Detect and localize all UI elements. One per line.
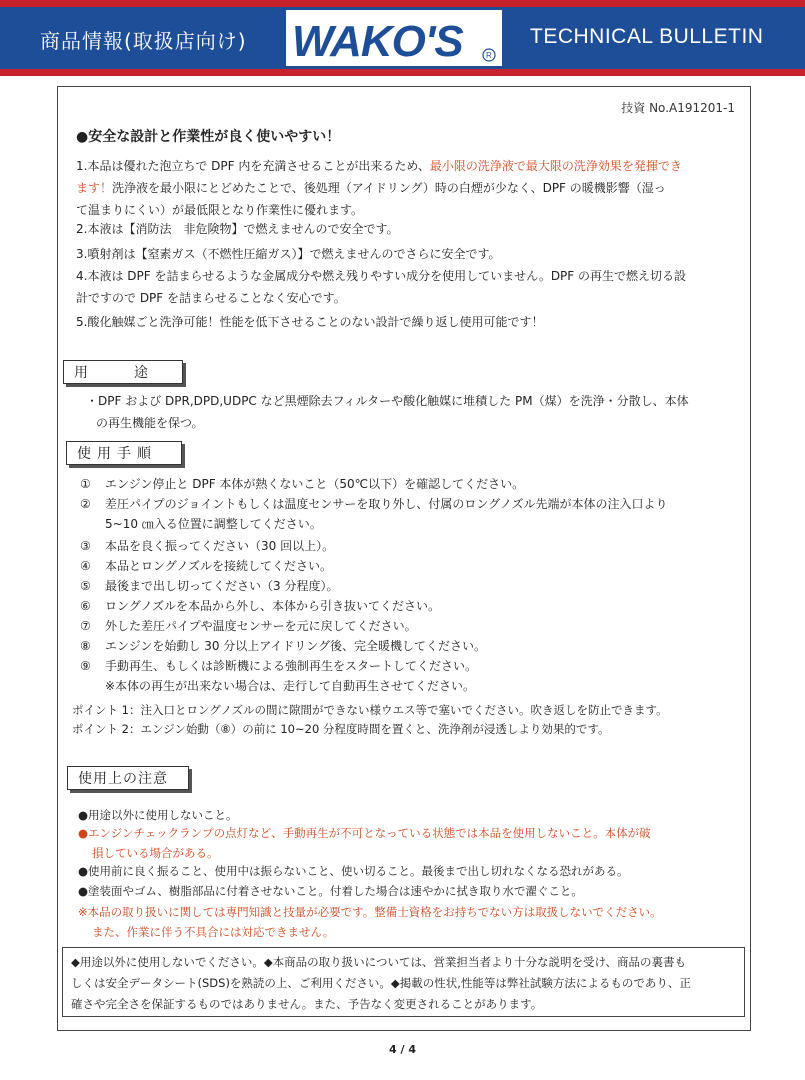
procedure-step: 5~10 ㎝入る位置に調整してください。 (105, 517, 322, 531)
procedure-step: ① エンジン停止と DPF 本体が熱くないこと（50℃以下）を確認してください。 (80, 477, 525, 491)
feature-item-5: 5.酸化触媒ごと洗浄可能！性能を低下させることのない設計で繰り返し使用可能です！ (76, 315, 544, 329)
doc-number: 技資 No.A191201-1 (621, 101, 735, 115)
notice-line-2: しくは安全データシート(SDS)を熟読の上、ご利用ください。◆掲載の性状,性能等は弊社試験方法によるものであり、正 (71, 976, 691, 990)
usage-heading: 用 途 (63, 360, 183, 384)
feature-item-4 (76, 265, 746, 309)
usage-line-1: ・DPF および DPR,DPD,UDPC など黒煙除去フィルターや酸化触媒に堆積した PM（煤）を洗浄・分散し、本体 (86, 394, 689, 408)
feature-4-text-2: 計ですので DPF を詰まらせることなく安心です。 (76, 291, 346, 305)
caution-5 (78, 902, 746, 942)
page-number: 4 / 4 (389, 1043, 416, 1056)
procedure-step: ⑤ 最後まで出し切ってください（3 分程度）。 (80, 579, 339, 593)
caution-5-line-1: ※本品の取り扱いに関しては専門知識と技量が必要です。整備士資格をお持ちでない方は取扱しないでください。 (78, 905, 662, 919)
category-label: 商品情報(取扱店向け) (40, 29, 247, 53)
feature-1-emphasis-2: ます！ (76, 181, 113, 195)
feature-1-text-3: て温まりにくい）が最低限となり作業性に優れます。 (76, 203, 364, 217)
svg-text:R: R (486, 51, 492, 60)
caution-2-line-2: 損している場合がある。 (92, 846, 219, 860)
procedure-step: ④ 本品とロングノズルを接続してください。 (80, 559, 333, 573)
feature-headline: ●安全な設計と作業性が良く使いやすい！ (76, 129, 341, 145)
procedure-step: ② 差圧パイプのジョイントもしくは温度センサーを取り外し、付属のロングノズル先端が本体の注入口より (80, 497, 668, 511)
procedure-step: ⑥ ロングノズルを本品から外し、本体から引き抜いてください。 (80, 599, 441, 613)
procedure-point-2: ポイント 2：エンジン始動（⑧）の前に 10~20 分程度時間を置くと、洗浄剤が浸透しより効果的です。 (72, 722, 610, 736)
caution-1: ●用途以外に使用しないこと。 (78, 808, 238, 822)
feature-item-2: 2.本液は【消防法 非危険物】で燃えませんので安全です。 (76, 222, 399, 236)
wakos-logo (286, 10, 502, 66)
notice-line-1: ◆用途以外に使用しないでください。◆本商品の取り扱いについては、営業担当者より十分な説明を受け、商品の裏書も (71, 955, 686, 969)
usage-text (86, 390, 746, 434)
caution-2 (78, 823, 746, 863)
feature-1-text: 1.本品は優れた泡立ちで DPF 内を充満させることが出来るため、 (76, 159, 430, 173)
header-banner (0, 0, 805, 86)
procedure-step: ③ 本品を良く振ってください（30 回以上）。 (80, 539, 335, 553)
notice-line-3: 確さや完全さを保証するものではありません。また、予告なく変更されることがあります。 (71, 997, 543, 1011)
feature-item-1 (76, 155, 746, 221)
procedure-step: ⑧ エンジンを始動し 30 分以上アイドリング後、完全暖機してください。 (80, 639, 486, 653)
feature-item-3: 3.噴射剤は【窒素ガス（不燃性圧縮ガス）】で燃えませんのでさらに安全です。 (76, 247, 501, 261)
caution-2-line-1: ●エンジンチェックランプの点灯など、手動再生が不可となっている状態では本品を使用しないこと。本体が破 (78, 826, 651, 840)
procedure-heading: 使用手順 (66, 441, 182, 465)
banner-top-stripe (0, 0, 805, 7)
procedure-step: ⑨ 手動再生、もしくは診断機による強制再生をスタートしてください。 (80, 659, 478, 673)
cautions-heading: 使用上の注意 (67, 766, 189, 790)
feature-4-text-1: 4.本液は DPF を詰まらせるような金属成分や燃え残りやすい成分を使用していません。DPF の再生で燃え切る設 (76, 269, 687, 283)
procedure-step: ⑦ 外した差圧パイプや温度センサーを元に戻してください。 (80, 619, 417, 633)
notice-box (62, 947, 745, 1017)
usage-line-2: の再生機能を保つ。 (96, 416, 204, 430)
procedure-point-1: ポイント 1：注入口とロングノズルの間に隙間ができない様ウエス等で塞いでください。吹き返しを防止できます。 (72, 703, 668, 717)
feature-1-emphasis: 最小限の洗浄液で最大限の洗浄効果を発揮でき (429, 159, 682, 173)
caution-3: ●使用前に良く振ること、使用中は振らないこと、使い切ること。最後まで出し切れなくなる恐れがある。 (78, 864, 629, 878)
procedure-step: ※本体の再生が出来ない場合は、走行して自動再生させてください。 (105, 679, 476, 693)
caution-4: ●塗装面やゴム、樹脂部品に付着させないこと。付着した場合は速やかに拭き取り水で濯ぐこと。 (78, 884, 583, 898)
brand-wordmark: WAKO'S (292, 17, 463, 66)
doc-type-label: TECHNICAL BULLETIN (530, 25, 764, 48)
feature-1-text-2: 洗浄液を最小限にとどめたことで、後処理（アイドリング）時の白煙が少なく、DPF の暖機影響（湿っ (112, 181, 666, 195)
caution-5-line-2: また、作業に伴う不具合には対応できません。 (92, 925, 335, 939)
banner-bottom-stripe (0, 69, 805, 76)
